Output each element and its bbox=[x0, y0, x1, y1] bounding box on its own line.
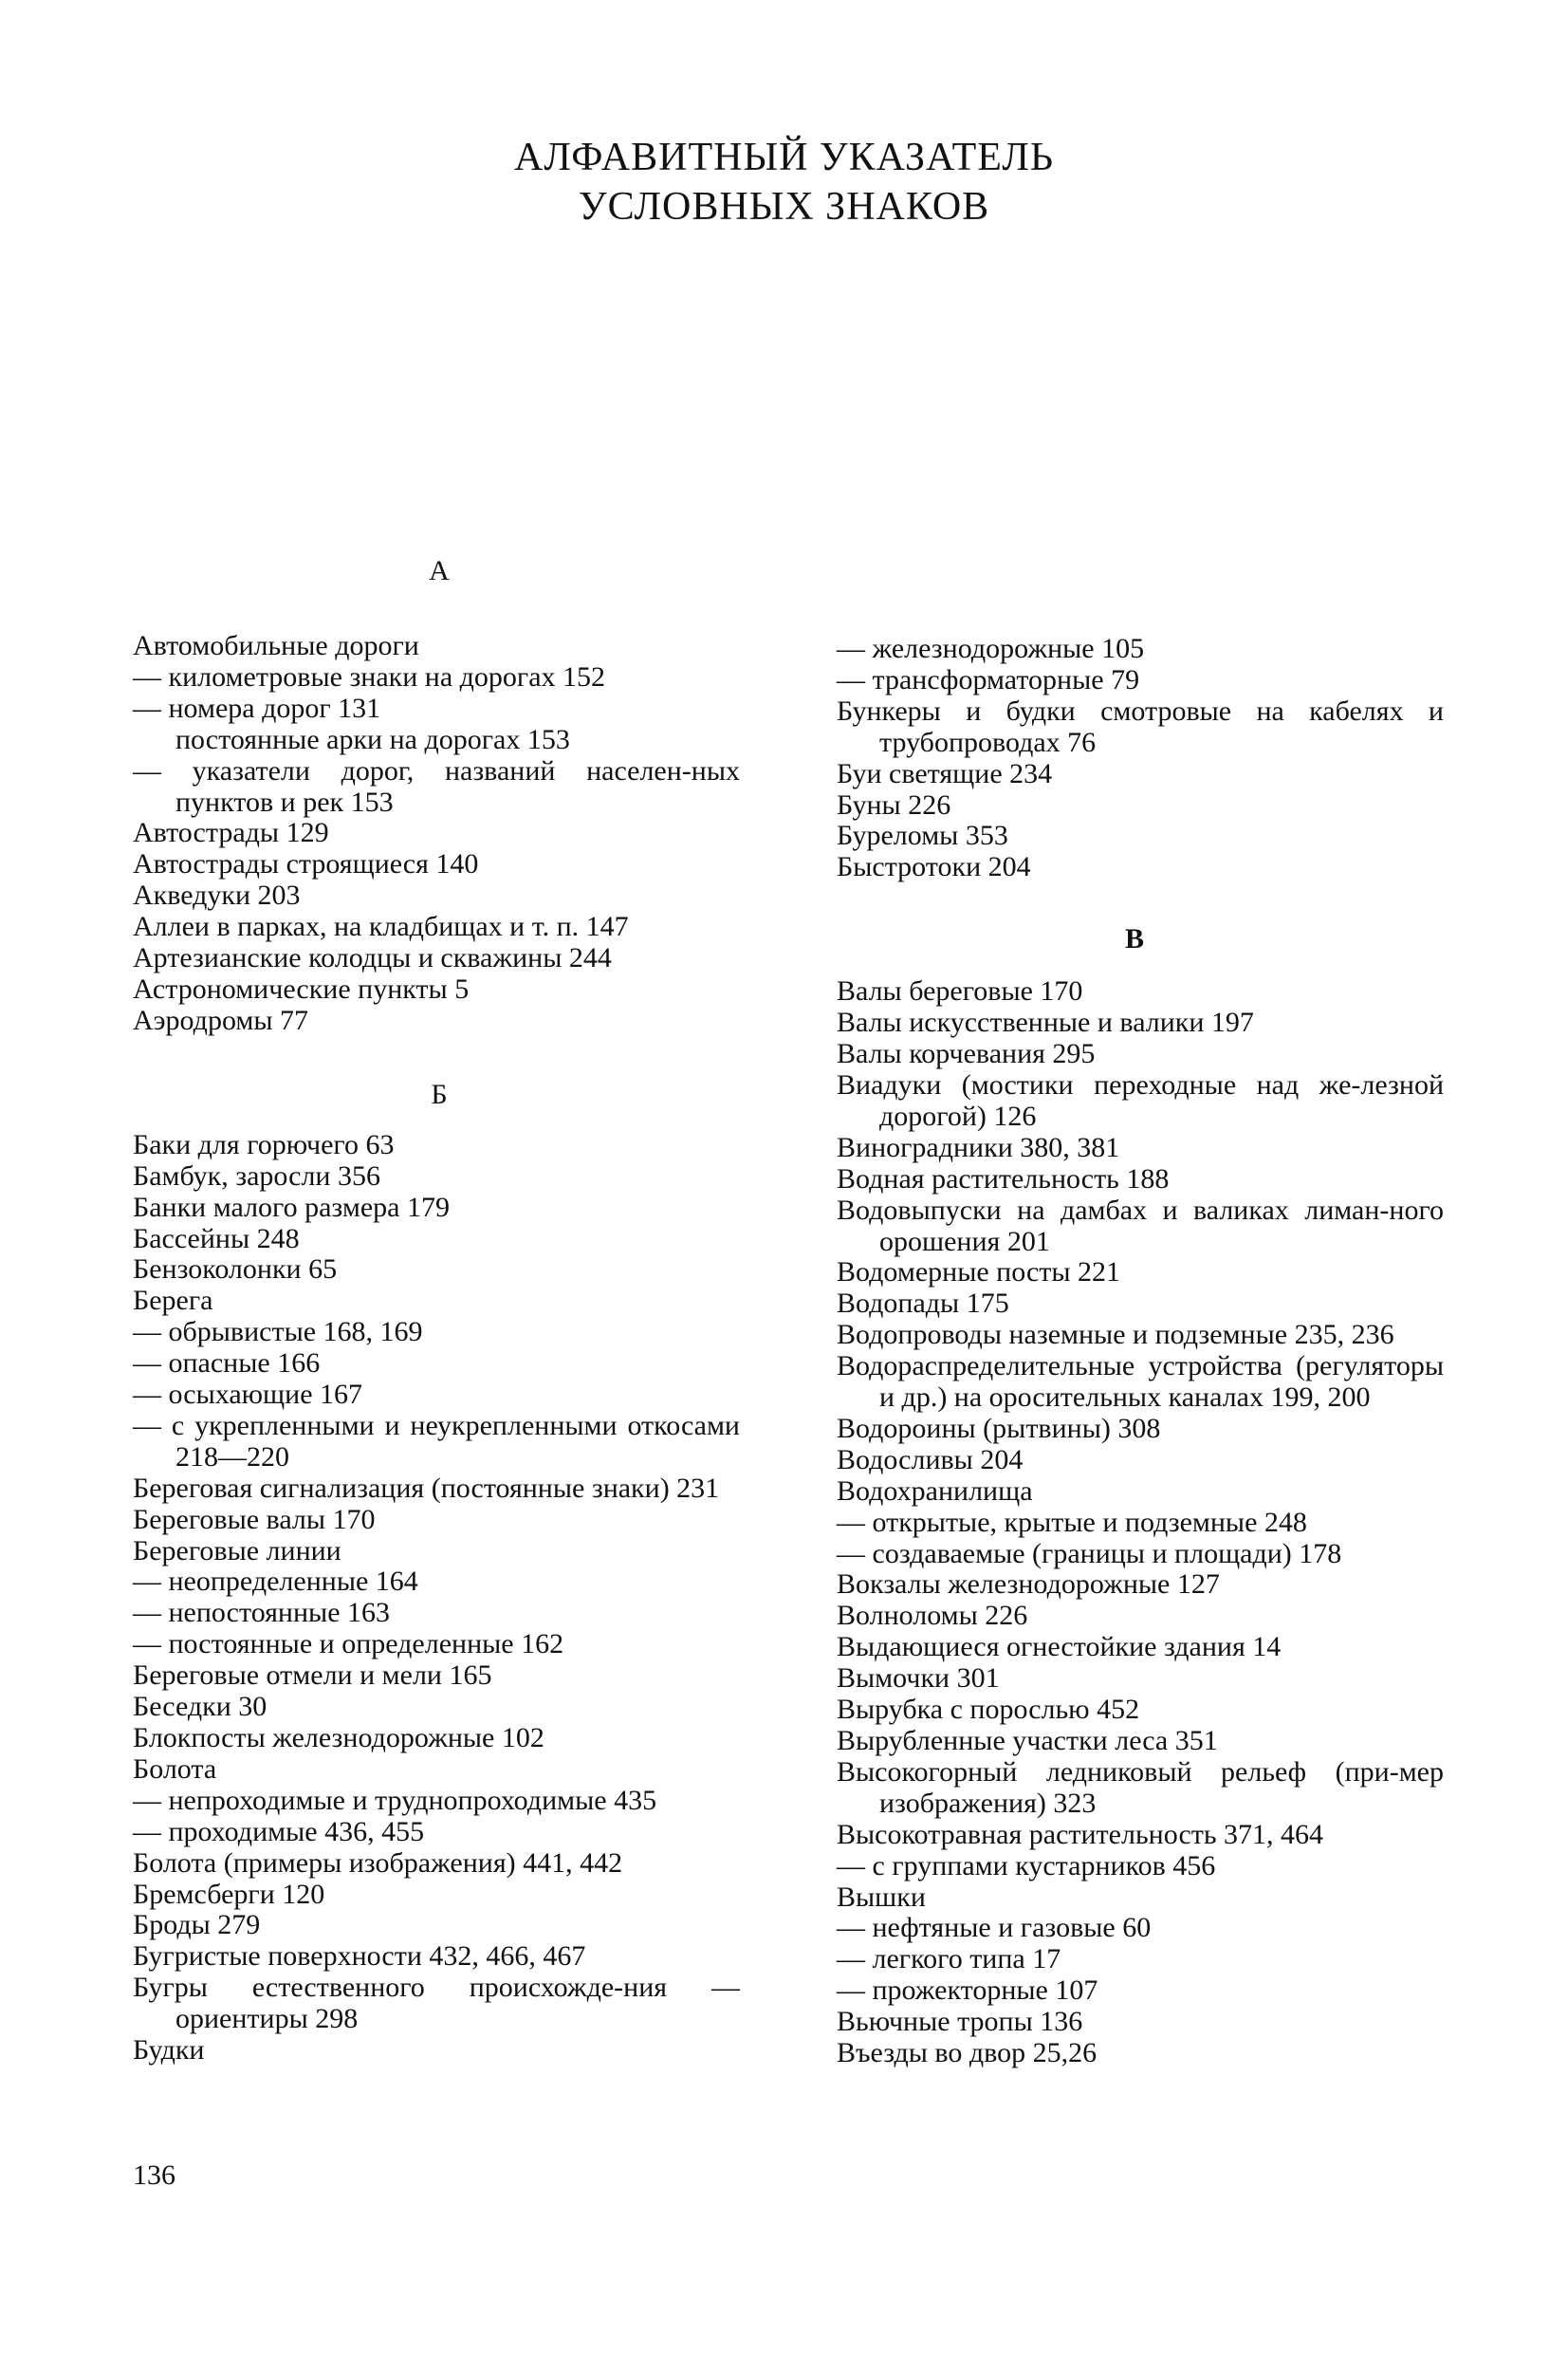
index-entry: Акведуки 203 bbox=[133, 880, 301, 912]
index-entry: — с укрепленными и неукрепленными откосами 218—220 bbox=[133, 1409, 740, 1473]
index-entry: — непостоянные 163 bbox=[133, 1597, 391, 1629]
index-entry: Астрономические пункты 5 bbox=[133, 973, 470, 1005]
index-entry: Будки bbox=[133, 2034, 205, 2067]
index-entry: — железнодорожные 105 bbox=[837, 633, 1145, 664]
index-entry: Бункеры и будки смотровые на кабелях и трубопроводах 76 bbox=[837, 695, 1444, 758]
index-entry: — трансформаторные 79 bbox=[837, 663, 1140, 695]
index-entry: Береговая сигнализация (постоянные знаки) 231 bbox=[133, 1472, 720, 1504]
index-entry: — опасные 166 bbox=[133, 1347, 321, 1380]
index-entry: Вокзалы железнодорожные 127 bbox=[837, 1568, 1220, 1601]
index-entry: Водосливы 204 bbox=[837, 1443, 1024, 1475]
index-entry: — непроходимые и труднопроходимые 435 bbox=[133, 1784, 657, 1816]
index-entry: Береговые линии bbox=[133, 1534, 341, 1566]
index-entry: Болота (примеры изображения) 441, 442 bbox=[133, 1846, 623, 1879]
index-entry: — с группами кустарников 456 bbox=[837, 1849, 1216, 1881]
page-number: 136 bbox=[133, 2159, 175, 2191]
title-line-2: УСЛОВНЫХ ЗНАКОВ bbox=[578, 185, 990, 229]
index-entry: Вьючные тропы 136 bbox=[837, 2006, 1083, 2038]
index-entry: Вымочки 301 bbox=[837, 1662, 1000, 1695]
index-entry: Вырубка с порослью 452 bbox=[837, 1694, 1140, 1726]
index-entry: — легкого типа 17 bbox=[837, 1943, 1061, 1975]
index-entry: Бамбук, заросли 356 bbox=[133, 1159, 380, 1192]
index-entry: Бугры естественного происхожде-ния — ориентиры 298 bbox=[133, 1972, 740, 2035]
index-entry: Водопады 175 bbox=[837, 1288, 1009, 1320]
index-entry: — неопределенные 164 bbox=[133, 1566, 418, 1598]
left-column bbox=[133, 631, 740, 2067]
index-entry: Высокогорный ледниковый рельеф (при-мер изображения) 323 bbox=[837, 1755, 1444, 1819]
index-entry: — обрывистые 168, 169 bbox=[133, 1316, 423, 1348]
index-entry: — прожекторные 107 bbox=[837, 1974, 1098, 2007]
section-letter-a: А bbox=[429, 555, 450, 586]
index-entry: Автомобильные дороги bbox=[133, 630, 419, 661]
index-entry: Буны 226 bbox=[837, 788, 951, 821]
index-entry: Въезды во двор 25,26 bbox=[837, 2037, 1098, 2069]
title-line-1: АЛФАВИТНЫЙ УКАЗАТЕЛЬ bbox=[514, 136, 1054, 179]
index-entry: Вырубленные участки леса 351 bbox=[837, 1725, 1218, 1756]
index-entry: Аэродромы 77 bbox=[133, 1004, 309, 1036]
index-entry: Водороины (рытвины) 308 bbox=[837, 1412, 1161, 1444]
index-entry: — проходимые 436, 455 bbox=[133, 1815, 425, 1847]
index-entry: Виадуки (мостики переходные над же-лезной дорогой) 126 bbox=[837, 1068, 1444, 1132]
index-entry: Высокотравная растительность 371, 464 bbox=[837, 1818, 1324, 1850]
index-entry: Автострады строящиеся 140 bbox=[133, 848, 479, 880]
index-entry: Артезианские колодцы и скважины 244 bbox=[133, 942, 612, 974]
index-entry: Броды 279 bbox=[133, 1909, 261, 1941]
index-entry: постоянные арки на дорогах 153 bbox=[175, 723, 570, 755]
index-entry: Банки малого размера 179 bbox=[133, 1191, 450, 1223]
index-entry: Баки для горючего 63 bbox=[133, 1128, 395, 1160]
index-entry: Буреломы 353 bbox=[837, 820, 1008, 852]
section-letter-b: Б bbox=[431, 1079, 448, 1110]
index-entry: — нефтяные и газовые 60 bbox=[837, 1912, 1152, 1944]
index-entry: — постоянные и определенные 162 bbox=[133, 1628, 564, 1660]
index-entry: Береговые валы 170 bbox=[133, 1503, 376, 1535]
index-entry: — указатели дорог, названий населен-ных пунктов и рек 153 bbox=[133, 754, 740, 818]
index-entry: Бассейны 248 bbox=[133, 1222, 300, 1254]
index-entry: Валы береговые 170 bbox=[837, 975, 1083, 1008]
index-entry: Водная растительность 188 bbox=[837, 1162, 1170, 1195]
index-entry: Береговые отмели и мели 165 bbox=[133, 1659, 492, 1692]
index-entry: Блокпосты железнодорожные 102 bbox=[133, 1722, 544, 1753]
index-entry: — создаваемые (границы и площади) 178 bbox=[837, 1537, 1342, 1569]
section-letter-v: В bbox=[1124, 923, 1144, 955]
index-entry: — открытые, крытые и подземные 248 bbox=[837, 1506, 1307, 1538]
index-entry: Беседки 30 bbox=[133, 1691, 267, 1723]
index-entry: Быстротоки 204 bbox=[837, 851, 1031, 883]
index-entry: Водовыпуски на дамбах и валиках лиман-ного орошения 201 bbox=[837, 1194, 1444, 1257]
index-entry: Водораспределительные устройства (регуляторы и др.) на оросительных каналах 199, 200 bbox=[837, 1350, 1444, 1414]
index-entry: Бремсберги 120 bbox=[133, 1878, 325, 1910]
index-entry: Буи светящие 234 bbox=[837, 757, 1053, 789]
index-entry: — километровые знаки на дорогах 152 bbox=[133, 660, 606, 693]
index-entry: Болота bbox=[133, 1752, 217, 1785]
index-entry: Валы корчевания 295 bbox=[837, 1038, 1096, 1070]
index-entry: — номера дорог 131 bbox=[133, 692, 381, 724]
index-title bbox=[0, 133, 1568, 232]
index-entry: Выдающиеся огнестойкие здания 14 bbox=[837, 1631, 1282, 1663]
index-entry: Валы искусственные и валики 197 bbox=[837, 1007, 1254, 1039]
index-entry: Водопроводы наземные и подземные 235, 236 bbox=[837, 1319, 1394, 1351]
index-entry: Бензоколонки 65 bbox=[133, 1253, 338, 1286]
index-entry: Бугристые поверхности 432, 466, 467 bbox=[133, 1940, 586, 1973]
right-column bbox=[837, 634, 1444, 2069]
index-entry: Берега bbox=[133, 1285, 213, 1317]
index-entry: Волноломы 226 bbox=[837, 1600, 1028, 1632]
index-entry: Виноградники 380, 381 bbox=[837, 1131, 1120, 1163]
index-entry: Водомерные посты 221 bbox=[837, 1256, 1121, 1288]
index-entry: Водохранилища bbox=[837, 1474, 1033, 1507]
index-entry: Вышки bbox=[837, 1881, 926, 1913]
index-entry: Автострады 129 bbox=[133, 817, 329, 849]
index-entry: — осыхающие 167 bbox=[133, 1379, 363, 1411]
index-entry: Аллеи в парках, на кладбищах и т. п. 147 bbox=[133, 911, 629, 943]
